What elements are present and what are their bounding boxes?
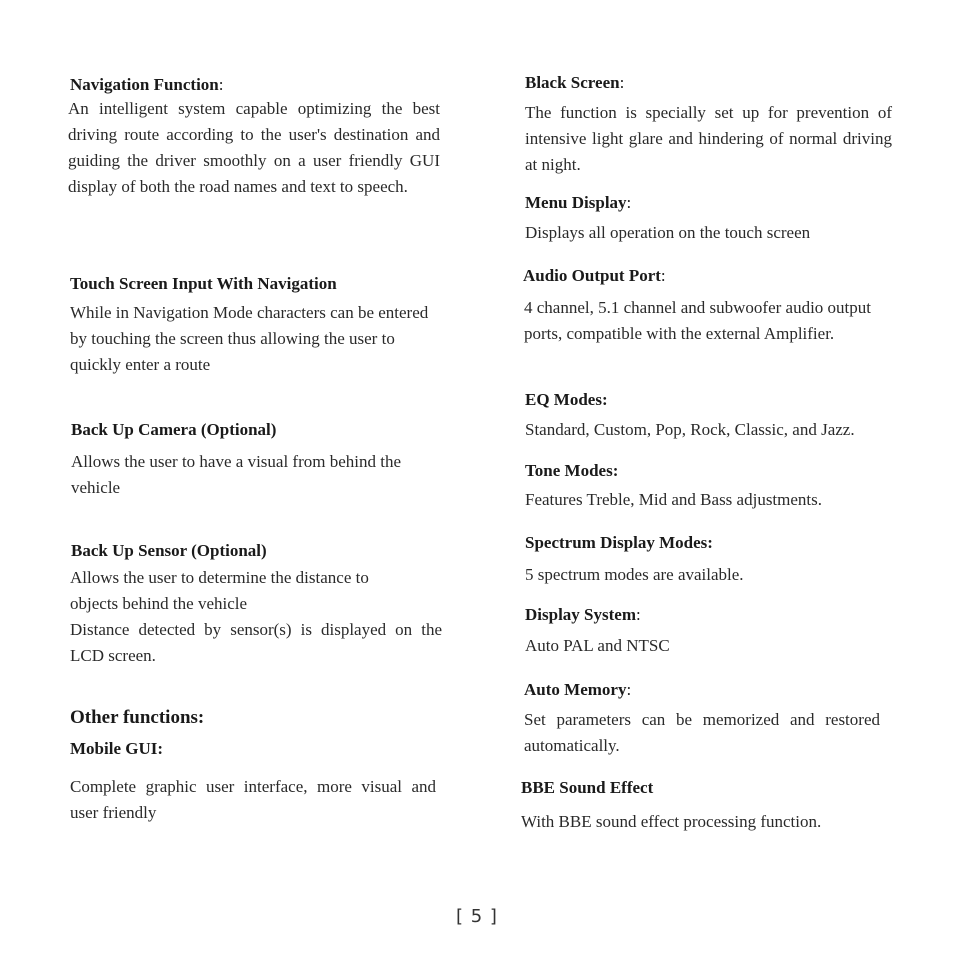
text-eq-modes: Standard, Custom, Pop, Rock, Classic, and Jazz. (525, 420, 855, 439)
heading-back-up-sensor: Back Up Sensor (Optional) (71, 541, 267, 560)
heading-black-screen: Black Screen: (525, 73, 625, 92)
heading-navigation-function: Navigation Function: (70, 75, 224, 94)
section-eq-modes (525, 389, 925, 443)
heading-back-up-camera: Back Up Camera (Optional) (71, 420, 277, 439)
section-tone-modes (525, 460, 905, 513)
section-audio-output-port (523, 265, 883, 347)
section-navigation-function (70, 74, 440, 200)
section-spectrum-display-modes (525, 532, 905, 588)
section-other-functions (70, 706, 442, 826)
heading-bbe-sound-effect: BBE Sound Effect (521, 778, 654, 797)
text-bbe-sound-effect: With BBE sound effect processing function. (521, 812, 822, 831)
text-back-up-sensor-1: Allows the user to determine the distance to objects behind the vehicle (70, 568, 369, 613)
text-navigation-function: An intelligent system capable optimizing the best driving route according to the user's destination and guiding the driver smoothly on a user friendly GUI display of both the road names and text to speech. (68, 99, 440, 196)
text-display-system: Auto PAL and NTSC (525, 636, 670, 655)
text-tone-modes: Features Treble, Mid and Bass adjustments. (525, 490, 823, 509)
section-bbe-sound-effect (521, 777, 901, 835)
text-back-up-camera: Allows the user to have a visual from behind the vehicle (71, 452, 402, 497)
heading-other-functions: Other functions: (70, 707, 205, 728)
section-back-up-camera (71, 419, 441, 501)
page-number: [ 5 ] (456, 906, 498, 927)
section-black-screen (525, 72, 892, 178)
text-black-screen: The function is specially set up for prevention of intensive light glare and hindering of normal driving at night. (525, 103, 892, 174)
heading-audio-output-port: Audio Output Port: (523, 266, 666, 285)
text-touch-screen-input: While in Navigation Mode characters can be entered by touching the screen thus allowing the user to quickly enter a route (70, 303, 429, 374)
section-touch-screen-input (70, 273, 440, 378)
heading-eq-modes: EQ Modes: (525, 390, 608, 409)
text-audio-output-port: 4 channel, 5.1 channel and subwoofer audio output ports, compatible with the external Amplifier. (524, 298, 871, 343)
heading-auto-memory: Auto Memory: (524, 680, 632, 699)
text-menu-display: Displays all operation on the touch screen (525, 223, 811, 242)
text-auto-memory: Set parameters can be memorized and restored automatically. (524, 710, 880, 755)
heading-tone-modes: Tone Modes: (525, 461, 619, 480)
section-display-system (525, 604, 905, 659)
heading-mobile-gui: Mobile GUI: (70, 739, 164, 758)
heading-touch-screen-input: Touch Screen Input With Navigation (70, 274, 337, 293)
text-back-up-sensor-2: Distance detected by sensor(s) is displayed on the LCD screen. (70, 620, 442, 665)
heading-spectrum-display-modes: Spectrum Display Modes: (525, 533, 713, 552)
section-back-up-sensor (70, 540, 442, 669)
heading-menu-display: Menu Display: (525, 193, 632, 212)
section-auto-memory (524, 679, 880, 759)
text-spectrum-display-modes: 5 spectrum modes are available. (525, 565, 744, 584)
text-mobile-gui: Complete graphic user interface, more visual and user friendly (70, 777, 436, 822)
section-menu-display (525, 192, 892, 246)
heading-display-system: Display System: (525, 605, 641, 624)
